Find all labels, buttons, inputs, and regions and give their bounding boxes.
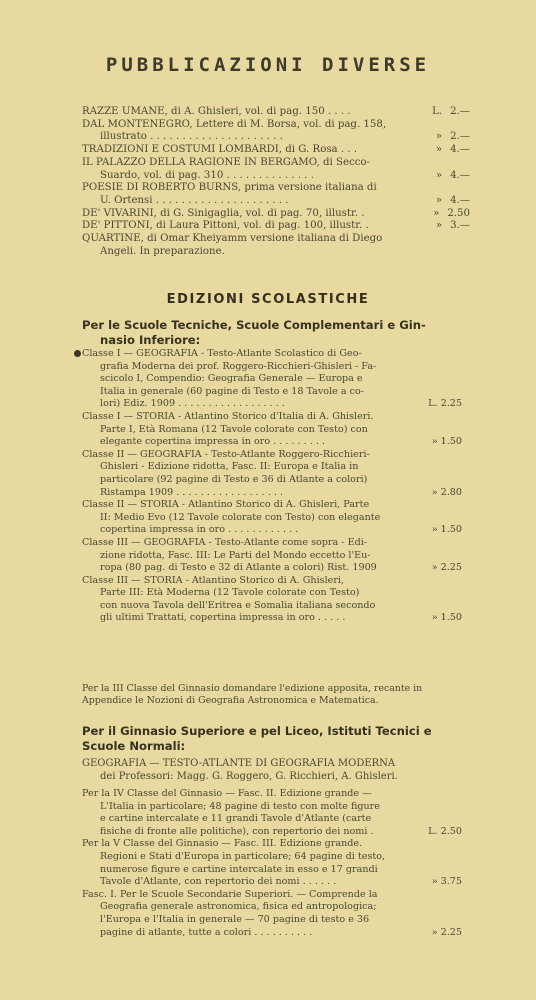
school-entry — [82, 788, 462, 838]
school-list-2 — [82, 788, 462, 939]
publication-price — [436, 131, 470, 144]
entry-line: elegante copertina impressa in oro . . . . . . . . . — [100, 436, 325, 448]
publication-line: DAL MONTENEGRO, Lettere di M. Borsa, vol. di pag. 158, — [82, 118, 387, 130]
publication-price — [432, 106, 470, 119]
entry-line: l'Europa e l'Italia in generale — 70 pagine di testo e 36 — [100, 913, 370, 925]
publication-line: Angeli. In preparazione. — [100, 245, 225, 257]
currency-mark: » — [435, 169, 443, 181]
price-value: 2.50 — [447, 207, 470, 219]
publication-item — [82, 144, 470, 157]
note-line: Appendice le Nozioni di Geografia Astronomica e Matematica. — [82, 695, 379, 707]
note-line: Per la III Classe del Ginnasio domandare l'edizione apposita, recante in — [82, 683, 423, 694]
school-entry — [82, 499, 462, 537]
entry-price: L. 2.50 — [428, 825, 462, 837]
entry-line: gli ultimi Trattati, copertina impressa in oro . . . . . — [100, 612, 346, 624]
atlas-title-line: GEOGRAFIA — TESTO-ATLANTE DI GEOGRAFIA MODERNA — [82, 758, 396, 769]
publication-item — [82, 233, 442, 258]
entry-line: fisiche di fronte alle politiche), con repertorio dei nomi . — [100, 825, 374, 837]
entry-line: Italia in generale (60 pagine di Testo e 18 Tavole a co- — [100, 385, 365, 397]
school-entry — [82, 536, 462, 575]
entry-line: Classe I — STORIA - Atlantino Storico d'Italia di A. Ghisleri. — [82, 410, 374, 422]
publication-item — [82, 207, 470, 221]
publication-price — [436, 144, 470, 157]
price-value: 4.— — [450, 144, 470, 156]
price-value: 2.— — [450, 106, 470, 117]
entry-line: scicolo I, Compendio: Geografia Generale — Europa e — [100, 373, 363, 385]
publication-line: RAZZE UMANE, di A. Ghisleri, vol. di pag. 150 . . . . — [82, 106, 351, 117]
atlas-title-line: dei Professori: Magg. G. Roggero, G. Ricchieri, A. Ghisleri. — [100, 770, 398, 782]
entry-line: e cartine intercalate e 11 grandi Tavole d'Atlante (carte — [100, 813, 372, 825]
school-entry — [82, 448, 462, 499]
publication-line: TRADIZIONI E COSTUMI LOMBARDI, di G. Rosa . . . — [82, 144, 358, 156]
subheading-scuole-tecniche — [82, 318, 452, 347]
price-value: 4.— — [450, 169, 470, 181]
entry-line: Classe III — GEOGRAFIA - Testo-Atlante come sopra - Edi- — [82, 536, 368, 548]
entry-line: Classe I — GEOGRAFIA - Testo-Atlante Scolastico di Geo- — [82, 348, 362, 359]
currency-mark: » — [435, 131, 443, 143]
entry-line: II: Medio Evo (12 Tavole colorate con Testo) con elegante — [100, 511, 381, 523]
school-entry — [82, 574, 462, 625]
entry-line: Classe II — GEOGRAFIA - Testo-Atlante Roggero-Ricchieri- — [82, 448, 370, 460]
entry-price: » 1.50 — [431, 612, 462, 624]
entry-line: Tavole d'Atlante, con repertorio dei nomi . . . . . . — [100, 876, 337, 888]
entry-line: Fasc. I. Per le Scuole Secondarie Superiori. — Comprende la — [82, 888, 378, 900]
entry-line: lori) Ediz. 1909 . . . . . . . . . . . . . . . . . . — [100, 398, 285, 410]
entry-line: Per la V Classe del Ginnasio — Fasc. III. Edizione grande. — [82, 838, 363, 850]
school-entry — [82, 888, 462, 939]
entry-line: Ghisleri - Edizione ridotta, Fasc. II: Europa e Italia in — [100, 461, 359, 473]
entry-price: » 2.80 — [431, 486, 462, 498]
entry-line: Geografia generale astronomica, fisica ed antropologica; — [100, 901, 377, 913]
entry-line: Parte III: Età Moderna (12 Tavole colorate con Testo) — [100, 587, 360, 599]
subheading-line: Per il Ginnasio Superiore e pel Liceo, Istituti Tecnici e — [82, 724, 432, 738]
currency-mark: » — [435, 144, 443, 156]
publication-item — [82, 106, 470, 119]
entry-line: pagine di atlante, tutte a colori . . . . . . . . . . — [100, 926, 313, 938]
entry-line: Regioni e Stati d'Europa in particolare; 64 pagine di testo, — [100, 850, 386, 862]
section-title: EDIZIONI SCOLASTICHE — [166, 292, 370, 307]
publications-list — [82, 106, 470, 258]
publication-line: POESIE DI ROBERTO BURNS, prima versione italiana di — [82, 182, 377, 194]
entry-line: Per la IV Classe del Ginnasio — Fasc. II. Edizione grande — — [82, 788, 372, 799]
entry-line: zione ridotta, Fasc. III: Le Parti del Mondo eccetto l'Eu- — [100, 549, 371, 561]
entry-line: particolare (92 pagine di Testo e 36 di Atlante a colori) — [100, 473, 368, 485]
school-entry — [82, 410, 462, 449]
publication-line: DE' VIVARINI, di G. Sinigaglia, vol. di pag. 70, illustr. . — [82, 207, 365, 219]
publication-item — [82, 156, 470, 182]
entry-line: copertina impressa in oro . . . . . . . . . . . . — [100, 524, 299, 536]
entry-line: Classe II — STORIA - Atlantino Storico di A. Ghisleri, Parte — [82, 499, 370, 511]
price-value: 4.— — [450, 194, 470, 206]
publication-item — [82, 118, 470, 144]
subheading-ginnasio-superiore — [82, 724, 452, 753]
page-title: PUBBLICAZIONI DIVERSE — [105, 54, 431, 76]
subheading-line: Scuole Normali: — [82, 738, 186, 753]
publication-price — [436, 220, 470, 233]
entry-line: L'Italia in particolare; 48 pagine di testo con molte figure — [100, 800, 380, 812]
entry-line: grafia Moderna dei prof. Roggero-Ricchieri-Ghisleri - Fa- — [100, 360, 377, 372]
entry-line: Parte I, Età Romana (12 Tavole colorate con Testo) con — [100, 423, 368, 435]
note-iii-classe — [82, 683, 447, 708]
currency-mark: » — [435, 194, 443, 206]
subheading-line: nasio Inferiore: — [100, 332, 201, 347]
school-list-1 — [82, 348, 462, 625]
entry-price: » 2.25 — [431, 926, 462, 938]
entry-line: Classe III — STORIA - Atlantino Storico di A. Ghisleri, — [82, 574, 345, 586]
currency-mark: L. — [432, 106, 443, 117]
publication-line: QUARTINE, di Omar Kheiyamm versione italiana di Diego — [82, 233, 383, 245]
entry-price: » 1.50 — [431, 436, 462, 448]
entry-price: » 3.75 — [431, 876, 462, 888]
currency-mark: » — [433, 207, 440, 219]
entry-line: Ristampa 1909 . . . . . . . . . . . . . . . . . . — [100, 486, 283, 498]
entry-price: L. 2.25 — [428, 398, 462, 410]
price-value: 2.— — [450, 131, 470, 143]
publication-price — [436, 195, 470, 208]
publication-item — [82, 220, 470, 233]
entry-line: numerose figure e cartine intercalate in esso e 17 grandi — [100, 863, 378, 875]
publication-price — [433, 208, 470, 221]
publication-line: U. Ortensi . . . . . . . . . . . . . . . . . . . . . — [100, 194, 289, 206]
atlas-title — [82, 758, 447, 784]
ink-blot — [74, 350, 81, 357]
entry-price: » 2.25 — [431, 562, 462, 574]
entry-price: » 1.50 — [431, 524, 462, 536]
publication-line: Suardo, vol. di pag. 310 . . . . . . . . . . . . . . — [100, 169, 314, 181]
publication-line: IL PALAZZO DELLA RAGIONE IN BERGAMO, di Secco- — [82, 156, 370, 168]
entry-line: ropa (80 pag. di Testo e 32 di Atlante a colori) Rist. 1909 — [100, 562, 377, 574]
price-value: 3.— — [450, 220, 470, 232]
publication-line: illustrato . . . . . . . . . . . . . . . . . . . . . — [100, 131, 283, 143]
entry-line: con nuova Tavola dell'Eritrea e Somalia italiana secondo — [100, 599, 376, 611]
school-entry — [82, 838, 462, 888]
currency-mark: » — [435, 220, 443, 232]
publication-item — [82, 182, 470, 207]
publication-price — [436, 170, 470, 183]
school-entry — [82, 348, 462, 411]
subheading-line: Per le Scuole Tecniche, Scuole Complementari e Gin- — [82, 318, 426, 332]
publication-line: DE' PITTONI, di Laura Pittoni, vol. di pag. 100, illustr. . — [82, 220, 369, 232]
